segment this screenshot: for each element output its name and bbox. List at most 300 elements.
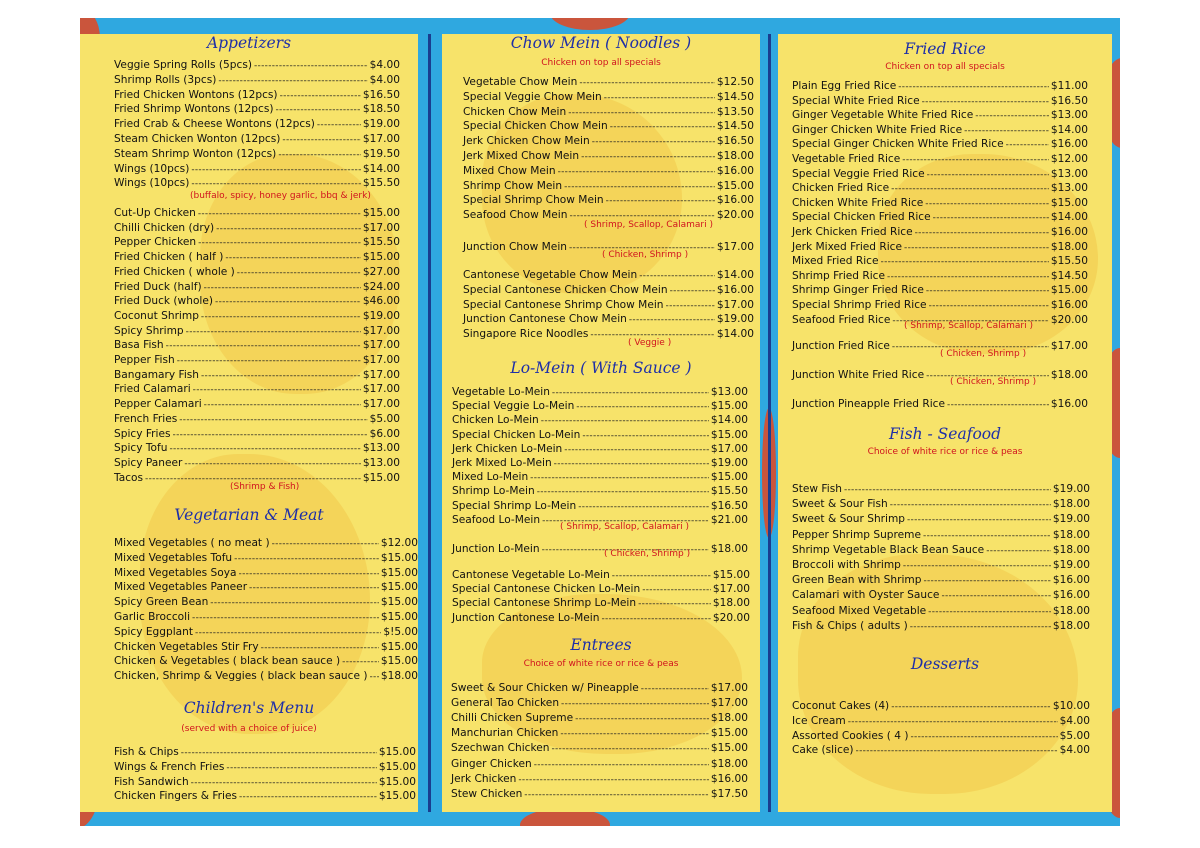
menu-item-price: $12.00 [380, 537, 418, 549]
dot-leader [216, 222, 361, 236]
menu-item-price: $20.00 [716, 209, 754, 222]
menu-item [451, 711, 748, 725]
dot-leader [179, 413, 367, 427]
menu-item-name: Steam Shrimp Wonton (12pcs) [114, 147, 277, 160]
menu-item-name: Stew Fish [792, 483, 842, 495]
dot-leader [941, 589, 1050, 603]
menu-item-name: Fried Duck (whole) [114, 295, 214, 308]
dot-leader [275, 103, 360, 117]
menu-item-name: Seafood Lo-Mein [452, 513, 541, 526]
menu-item-name: Special Shrimp Lo-Mein [452, 499, 577, 512]
menu-item-name: Fried Chicken ( whole ) [114, 265, 235, 278]
menu-item-name: Cantonese Vegetable Lo-Mein [452, 569, 610, 581]
menu-item [463, 149, 754, 163]
menu-item [792, 254, 1088, 268]
section-title-childrens-menu: Children's Menu [183, 699, 315, 717]
dot-leader [928, 605, 1051, 619]
dot-leader [579, 76, 715, 90]
menu-item [452, 582, 750, 596]
dot-leader [261, 641, 379, 655]
dot-leader [181, 746, 377, 760]
menu-item-price: $17.00 [362, 339, 400, 352]
dot-leader [925, 197, 1049, 211]
section-title-chow-mein: Chow Mein ( Noodles ) [510, 34, 692, 52]
menu-item-name: Basa Fish [114, 339, 164, 352]
menu-item-price: $16.50 [710, 499, 748, 512]
menu-item [463, 134, 754, 148]
menu-item [463, 75, 754, 89]
dot-leader [964, 124, 1049, 138]
dot-leader [604, 91, 715, 105]
menu-item-name: Chilli Chicken Supreme [451, 712, 574, 725]
menu-item-name: Mixed Chow Mein [463, 164, 556, 177]
menu-item-price: $15.00 [716, 179, 754, 192]
menu-item-name: Jerk Chicken Fried Rice [792, 226, 913, 238]
menu-item-name: Pepper Calamari [114, 398, 202, 411]
section-title-appetizers: Appetizers [206, 34, 292, 52]
menu-frame [80, 18, 1120, 826]
menu-item-price: $15.00 [362, 251, 400, 264]
menu-item-name: Special Cantonese Shrimp Lo-Mein [452, 597, 637, 610]
menu-item-price: $13.00 [362, 442, 400, 455]
menu-item-price: $15.50 [362, 177, 400, 190]
menu-item-name: Special Chicken Fried Rice [792, 211, 931, 224]
dot-leader [910, 620, 1051, 634]
menu-item [114, 427, 400, 441]
menu-item-name: Jerk Chicken Chow Mein [463, 135, 590, 148]
menu-item-price: $17.00 [710, 682, 748, 694]
menu-item-name: Chicken Fingers & Fries [114, 790, 237, 803]
menu-item [463, 193, 754, 207]
menu-item [792, 588, 1090, 602]
menu-item [114, 280, 400, 294]
dot-leader [576, 400, 709, 414]
junction-lo-mein-note: ( Chicken, Shrimp ) [604, 549, 691, 559]
junction-fried-rice-note: ( Chicken, Shrimp ) [940, 349, 1027, 359]
dot-leader [891, 700, 1051, 714]
menu-item [452, 568, 750, 582]
menu-item [114, 580, 418, 594]
menu-item-name: Spicy Eggplant [114, 625, 194, 638]
menu-item-price: $14.00 [362, 162, 400, 175]
menu-item [114, 625, 418, 639]
dot-leader [169, 442, 360, 456]
menu-item-name: Veggie Spring Rolls (5pcs) [114, 59, 252, 71]
menu-item-price: $16.00 [716, 194, 754, 207]
dot-leader [225, 251, 361, 265]
dot-leader [272, 537, 379, 551]
menu-item-price: $16.50 [1050, 94, 1088, 107]
menu-item-name: Special White Fried Rice [792, 94, 920, 107]
menu-item [451, 772, 748, 786]
menu-item [792, 397, 1088, 411]
dot-leader [554, 457, 709, 471]
menu-item-name: Fried Calamari [114, 383, 191, 396]
menu-item-name: General Tao Chicken [451, 697, 560, 710]
menu-item [451, 681, 748, 695]
menu-item-price: $16.00 [1050, 138, 1088, 151]
dot-leader [929, 299, 1049, 313]
menu-item [452, 399, 748, 413]
menu-item [114, 551, 418, 565]
menu-item [451, 696, 748, 710]
menu-item-name: Spicy Shrimp [114, 324, 184, 337]
menu-item [463, 268, 754, 282]
dot-leader [342, 655, 379, 669]
menu-item-price: $15.00 [380, 581, 418, 594]
menu-item-name: Wings & French Fries [114, 760, 225, 773]
menu-item-name: Jerk Mixed Fried Rice [792, 240, 903, 253]
dot-leader [575, 712, 709, 726]
menu-item-price: $13.50 [716, 105, 754, 118]
menu-item-name: Manchurian Chicken [451, 727, 559, 740]
menu-item-name: Cake (slice) [792, 744, 854, 757]
section-title-fish-seafood: Fish - Seafood [888, 425, 1002, 443]
menu-item [792, 368, 1088, 382]
menu-item-price: $13.00 [1050, 182, 1088, 195]
menu-item [792, 108, 1088, 122]
menu-item-price: $4.00 [369, 59, 400, 71]
menu-item [114, 250, 400, 264]
menu-item-price: $19.00 [1052, 513, 1090, 526]
menu-item-name: Fish & Chips ( adults ) [792, 619, 908, 632]
dot-leader [612, 569, 711, 583]
menu-item-name: Vegetable Lo-Mein [452, 386, 550, 398]
menu-item-name: Fish & Chips [114, 746, 179, 758]
dot-leader [518, 773, 709, 787]
menu-item-price: $16.00 [1052, 589, 1090, 602]
dot-leader [881, 255, 1049, 269]
dot-leader [239, 567, 379, 581]
menu-item [114, 441, 400, 455]
menu-item [792, 79, 1088, 93]
menu-item-price: $13.00 [1050, 109, 1088, 122]
menu-item [114, 88, 400, 102]
menu-item [792, 196, 1088, 210]
menu-item-price: $14.00 [710, 414, 748, 427]
dot-leader [601, 612, 710, 626]
menu-item-price: $18.00 [1052, 543, 1090, 556]
menu-item [792, 94, 1088, 108]
menu-item-price: $13.00 [710, 386, 748, 398]
menu-item [792, 123, 1088, 137]
dot-leader [191, 177, 361, 191]
dot-leader [210, 596, 379, 610]
menu-item-price: $17.00 [362, 383, 400, 396]
menu-item-price: $17.00 [362, 368, 400, 381]
menu-item [792, 269, 1088, 283]
dot-leader [641, 682, 709, 696]
menu-item [792, 543, 1090, 557]
dot-leader [666, 299, 715, 313]
dot-leader [933, 211, 1049, 225]
menu-item-name: Jerk Mixed Lo-Mein [452, 457, 552, 469]
menu-item [792, 240, 1088, 254]
menu-item-price: $15.00 [362, 207, 400, 219]
menu-item-price: $15.00 [378, 790, 416, 803]
menu-item [792, 729, 1090, 743]
menu-item [792, 497, 1090, 511]
dot-leader [193, 383, 361, 397]
menu-item-price: $17.00 [362, 354, 400, 366]
dot-leader [564, 443, 709, 457]
menu-item [451, 787, 748, 801]
menu-item [114, 536, 418, 550]
dot-leader [254, 59, 368, 73]
menu-item-name: Spicy Tofu [114, 442, 168, 455]
menu-item [792, 181, 1088, 195]
dot-leader [218, 74, 367, 88]
menu-item-price: $15.00 [710, 727, 748, 740]
dot-leader [195, 626, 381, 640]
menu-item-name: Seafood Fried Rice [792, 313, 891, 326]
menu-item-price: $19.00 [362, 309, 400, 322]
childrens-menu-note: (served with a choice of juice) [181, 724, 317, 734]
menu-item [792, 573, 1090, 587]
menu-item-name: Fried Chicken ( half ) [114, 251, 224, 264]
menu-item [114, 147, 400, 161]
menu-item-name: Singapore Rice Noodles [463, 328, 589, 341]
menu-item-name: Sweet & Sour Shrimp [792, 513, 905, 526]
menu-item-price: $15.00 [378, 760, 416, 773]
menu-item-name: Seafood Chow Mein [463, 209, 568, 222]
menu-item-price: $16.00 [1050, 398, 1088, 410]
menu-item-name: Mixed Vegetables Soya [114, 566, 237, 579]
menu-item-price: $15.00 [362, 471, 400, 484]
dot-leader [551, 742, 708, 756]
menu-item [451, 757, 748, 771]
hibiscus-decoration [550, 18, 630, 30]
dot-leader [198, 236, 361, 250]
menu-item-price: $17.00 [716, 241, 754, 253]
menu-item-name: Pepper Shrimp Supreme [792, 528, 922, 541]
menu-item-price: $17.50 [710, 787, 748, 800]
dot-leader [166, 339, 361, 353]
menu-item-price: $15.50 [362, 236, 400, 249]
dot-leader [610, 120, 715, 134]
menu-item-name: Vegetable Fried Rice [792, 153, 901, 165]
dot-leader [198, 207, 361, 221]
menu-item-name: Junction White Fried Rice [792, 369, 925, 381]
dot-leader [898, 80, 1049, 94]
menu-item-price: $15.00 [1050, 284, 1088, 297]
menu-item-price: $18.00 [1052, 619, 1090, 632]
menu-item-price: $18.00 [1050, 240, 1088, 253]
menu-item-name: Fried Chicken Wontons (12pcs) [114, 88, 278, 101]
menu-item [452, 499, 748, 513]
menu-item [792, 298, 1088, 312]
menu-item-name: Special Veggie Fried Rice [792, 167, 925, 180]
menu-item-price: $15.00 [378, 746, 416, 758]
menu-item-price: $15.00 [1050, 196, 1088, 209]
menu-item-name: Jerk Chicken Lo-Mein [452, 442, 563, 455]
menu-item-price: $18.00 [710, 712, 748, 725]
menu-item-name: Special Cantonese Chicken Lo-Mein [452, 583, 641, 596]
menu-item-price: $19.50 [362, 147, 400, 160]
dot-leader [191, 776, 377, 790]
menu-item-name: Special Cantonese Shrimp Chow Mein [463, 298, 664, 311]
menu-item-price: $17.00 [362, 324, 400, 337]
dot-leader [642, 583, 711, 597]
menu-item-price: $14.50 [1050, 269, 1088, 282]
menu-item-price: $10.00 [1052, 700, 1090, 712]
menu-item-name: Junction Cantonese Chow Mein [463, 313, 627, 326]
menu-item [463, 164, 754, 178]
dot-leader [578, 500, 709, 514]
dot-leader [592, 135, 715, 149]
dot-leader [280, 89, 361, 103]
menu-item [792, 699, 1090, 713]
menu-item [792, 482, 1090, 496]
dot-leader [317, 118, 361, 132]
menu-item-price: $18.00 [710, 757, 748, 770]
menu-item-name: Fish Sandwich [114, 775, 189, 788]
section-title-vegetarian: Vegetarian & Meat [174, 506, 324, 524]
menu-item [114, 789, 416, 803]
menu-item [792, 512, 1090, 526]
menu-item [792, 152, 1088, 166]
section-title-entrees: Entrees [570, 636, 632, 654]
menu-item-name: Seafood Mixed Vegetable [792, 604, 927, 617]
menu-item-price: $24.00 [362, 280, 400, 293]
menu-item-name: Mixed Fried Rice [792, 255, 879, 268]
menu-item-name: Chicken Chow Mein [463, 105, 567, 118]
menu-item [114, 73, 400, 87]
menu-item-name: Coconut Shrimp [114, 309, 199, 322]
menu-item-name: Special Shrimp Chow Mein [463, 194, 604, 207]
dot-leader [249, 581, 379, 595]
dot-leader [204, 398, 361, 412]
menu-item [114, 745, 416, 759]
menu-item-name: Cut-Up Chicken [114, 207, 196, 219]
menu-item-price: $6.00 [369, 427, 400, 440]
menu-item-name: Special Shrimp Fried Rice [792, 299, 927, 311]
menu-item-price: $11.00 [1050, 80, 1088, 92]
menu-item-name: Vegetable Chow Mein [463, 76, 578, 88]
menu-item [463, 327, 754, 341]
menu-item-price: $27.00 [362, 265, 400, 278]
menu-item-name: Jerk Chicken [451, 772, 517, 785]
dot-leader [558, 165, 715, 179]
menu-item-price: $19.00 [1052, 483, 1090, 495]
dot-leader [568, 106, 715, 120]
menu-item-price: $4.00 [1059, 744, 1090, 757]
menu-item-name: Special Veggie Lo-Mein [452, 400, 575, 413]
menu-item [452, 385, 748, 399]
menu-item-price: $12.50 [716, 76, 754, 88]
menu-item [114, 397, 400, 411]
dot-leader [1006, 138, 1049, 152]
menu-item-price: $12.00 [1050, 153, 1088, 165]
dot-leader [844, 483, 1051, 497]
dot-leader [903, 559, 1051, 573]
dot-leader [564, 180, 715, 194]
menu-item-name: Junction Chow Mein [463, 241, 567, 253]
menu-item-price: $20.00 [1050, 313, 1088, 326]
section-title-desserts: Desserts [910, 655, 980, 673]
menu-column-left [80, 34, 418, 812]
tacos-note: (Shrimp & Fish) [230, 482, 300, 492]
dot-leader [173, 428, 368, 442]
dot-leader [226, 761, 377, 775]
menu-item-price: $18.00 [1050, 369, 1088, 381]
menu-item-price: $17.00 [710, 697, 748, 710]
dot-leader [186, 325, 361, 339]
menu-item-name: Spicy Paneer [114, 456, 183, 469]
menu-item [452, 542, 748, 556]
menu-item-name: Mixed Vegetables Tofu [114, 551, 233, 564]
menu-item-price: $17.00 [716, 298, 754, 311]
menu-item-price: $15.00 [712, 569, 750, 581]
singapore-noodles-note: ( Veggie ) [628, 338, 672, 348]
entrees-note: Choice of white rice or rice & peas [523, 659, 679, 669]
menu-item-name: Ice Cream [792, 714, 846, 727]
menu-item [114, 654, 418, 668]
seafood-fried-rice-note: ( Shrimp, Scallop, Calamari ) [904, 321, 1033, 331]
menu-item-name: Spicy Fries [114, 427, 171, 440]
dot-leader [606, 194, 715, 208]
menu-item-name: Special Chicken Chow Mein [463, 120, 608, 133]
menu-item [114, 58, 400, 72]
menu-item [114, 595, 418, 609]
chow-mein-note: Chicken on top all specials [541, 58, 661, 68]
menu-item [114, 176, 400, 190]
menu-item-name: Garlic Broccoli [114, 611, 191, 623]
menu-item-name: Pepper Fish [114, 354, 175, 366]
menu-item-name: Chilli Chicken (dry) [114, 221, 215, 234]
menu-item-name: Plain Egg Fried Rice [792, 80, 897, 92]
menu-item-name: Stew Chicken [451, 787, 523, 800]
dot-leader [848, 715, 1058, 729]
menu-item-name: Junction Pineapple Fried Rice [792, 398, 946, 410]
menu-item [452, 470, 748, 484]
dot-leader [237, 266, 361, 280]
menu-item [463, 179, 754, 193]
menu-item [114, 235, 400, 249]
menu-item-price: $18.00 [716, 150, 754, 162]
menu-item-price: $16.00 [710, 772, 748, 785]
menu-item-price: $17.00 [712, 583, 750, 596]
menu-column-middle [442, 34, 760, 812]
menu-item-name: Wings (10pcs) [114, 177, 190, 190]
dot-leader [926, 284, 1049, 298]
dot-leader [191, 163, 361, 177]
menu-item-name: Shrimp Lo-Mein [452, 485, 535, 498]
menu-item-name: Special Chicken Lo-Mein [452, 428, 581, 441]
menu-item-name: French Fries [114, 412, 178, 425]
menu-item [792, 558, 1090, 572]
menu-item-name: Chicken Fried Rice [792, 182, 890, 195]
menu-item-name: Ginger Vegetable White Fried Rice [792, 109, 974, 122]
menu-item-price: $16.50 [362, 88, 400, 101]
section-title-fried-rice: Fried Rice [904, 40, 986, 58]
dot-leader [923, 529, 1051, 543]
menu-item-price: $14.50 [716, 90, 754, 103]
menu-item-price: $15.00 [380, 611, 418, 623]
menu-item-price: $15.00 [380, 655, 418, 668]
menu-item [114, 610, 418, 624]
column-divider [428, 34, 431, 812]
menu-item-price: $18.50 [362, 103, 400, 116]
menu-item-price: $14.00 [1050, 123, 1088, 136]
dot-leader [582, 429, 709, 443]
menu-item-name: Shrimp Fried Rice [792, 269, 886, 282]
menu-item [114, 456, 400, 470]
menu-item-name: Shrimp Ginger Fried Rice [792, 284, 924, 297]
menu-item-price: $19.00 [710, 457, 748, 469]
dot-leader [204, 281, 361, 295]
junction-chow-mein-note: ( Chicken, Shrimp ) [602, 250, 689, 260]
